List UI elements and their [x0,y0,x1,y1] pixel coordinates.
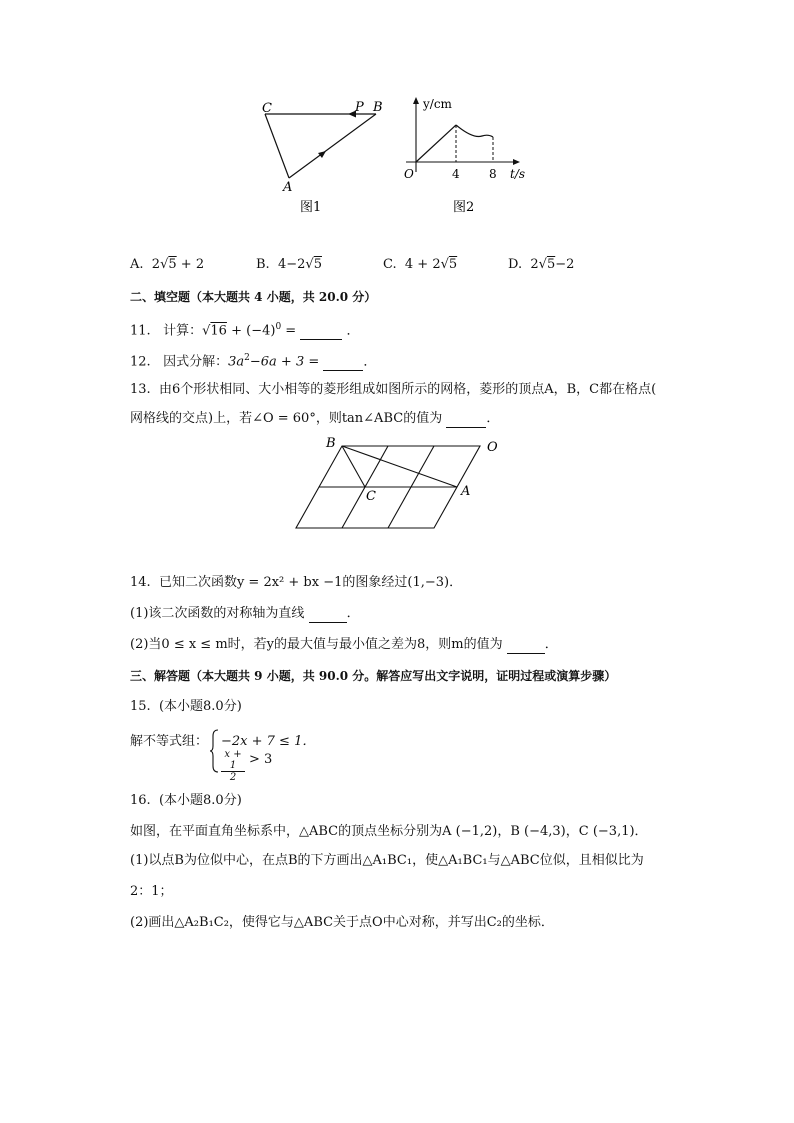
question-14-part-2: (2)当0 ≤ x ≤ m时，若y的最大值与最小值之差为8，则m的值为 ． [130,637,558,652]
tick-4: 4 [452,167,460,181]
choice-c: C. 4 + 2√5 [383,257,458,272]
answer-blank[interactable] [446,413,486,428]
label-O: O [487,440,498,455]
system-brace [210,728,220,774]
label-B: B [326,436,336,451]
question-16-line-1: 如图，在平面直角坐标系中，△ABC的顶点坐标分别为A (−1,2)，B (−4,3)，C (−3,1)． [130,824,648,839]
rhombus-grid-figure [288,434,510,534]
answer-blank[interactable] [300,325,342,340]
radical-sign: √ [440,257,449,272]
section-2-heading: 二、填空题（本大题共 4 小题，共 20.0 分） [130,290,377,304]
figure-2 [398,92,538,217]
question-13-line-1: 13. 由6个形状相同、大小相等的菱形组成如图所示的网格，菱形的顶点A，B，C都在格点( [130,382,657,397]
label-A: A [461,484,471,499]
radical-sign: √ [305,257,314,272]
label-C: C [366,489,376,504]
question-16-line-2: (1)以点B为位似中心，在点B的下方画出△A₁BC₁，使△A₁BC₁与△ABC位似，且相似比为 [130,853,644,868]
question-15-body: 解不等式组： −2x + 7 ≤ 1． x + 1 2 > 3 [130,728,430,774]
segment-BC [342,446,365,487]
segment-CA [265,114,289,178]
label-P: P [355,100,364,115]
segment-BA [342,446,457,487]
figure-1 [250,92,390,217]
label-A: A [283,180,293,195]
y-axis-label: y/cm [423,97,452,111]
radical-sign: √ [202,323,211,339]
question-16-header: 16. (本小题8.0分) [130,793,242,808]
question-16-line-3: 2：1； [130,884,173,899]
choice-a: A. 2√5 + 2 [130,257,205,272]
origin-label: O [404,167,414,181]
question-14-part-1: (1)该二次函数的对称轴为直线 ． [130,606,360,621]
y-axis-arrow [413,97,419,104]
choice-d: D. 2√5−2 [508,257,575,272]
radical-sign: √ [538,257,547,272]
answer-blank[interactable] [507,639,545,654]
question-15-header: 15. (本小题8.0分) [130,699,242,714]
graph-rise [416,125,456,162]
t-axis-label: t/s [510,167,526,181]
segment-AB [289,114,376,178]
graph-curve [456,125,493,137]
tick-8: 8 [489,167,497,181]
label-B: B [373,100,383,115]
answer-blank[interactable] [323,356,363,371]
question-14-stem: 14. 已知二次函数y = 2x² + bx −1的图象经过(1,−3)． [130,575,463,590]
question-13-line-2: 网格线的交点)上，若∠O = 60°，则tan∠ABC的值为 ． [130,411,500,426]
label-C: C [262,101,272,116]
question-12: 12. 因式分解：$3a^2-6a + 3$ = ． [130,353,377,370]
caption-figure-1: 图1 [300,200,322,215]
section-3-heading: 三、解答题（本大题共 9 小题，共 90.0 分。解答应写出文字说明，证明过程或演算步骤） [130,669,617,683]
caption-figure-2: 图2 [453,200,475,215]
answer-blank[interactable] [309,608,347,623]
question-16-line-4: (2)画出△A₂B₁C₂，使得它与△ABC关于点O中心对称，并写出C₂的坐标． [130,915,554,930]
question-11: 11. 计算：$√16 + (-4)^0$ = ． [130,322,360,339]
choice-b: B. 4−2√5 [256,257,322,272]
arrow-on-AB [318,151,326,158]
radical-sign: √ [160,257,169,272]
t-axis-arrow [513,159,520,165]
